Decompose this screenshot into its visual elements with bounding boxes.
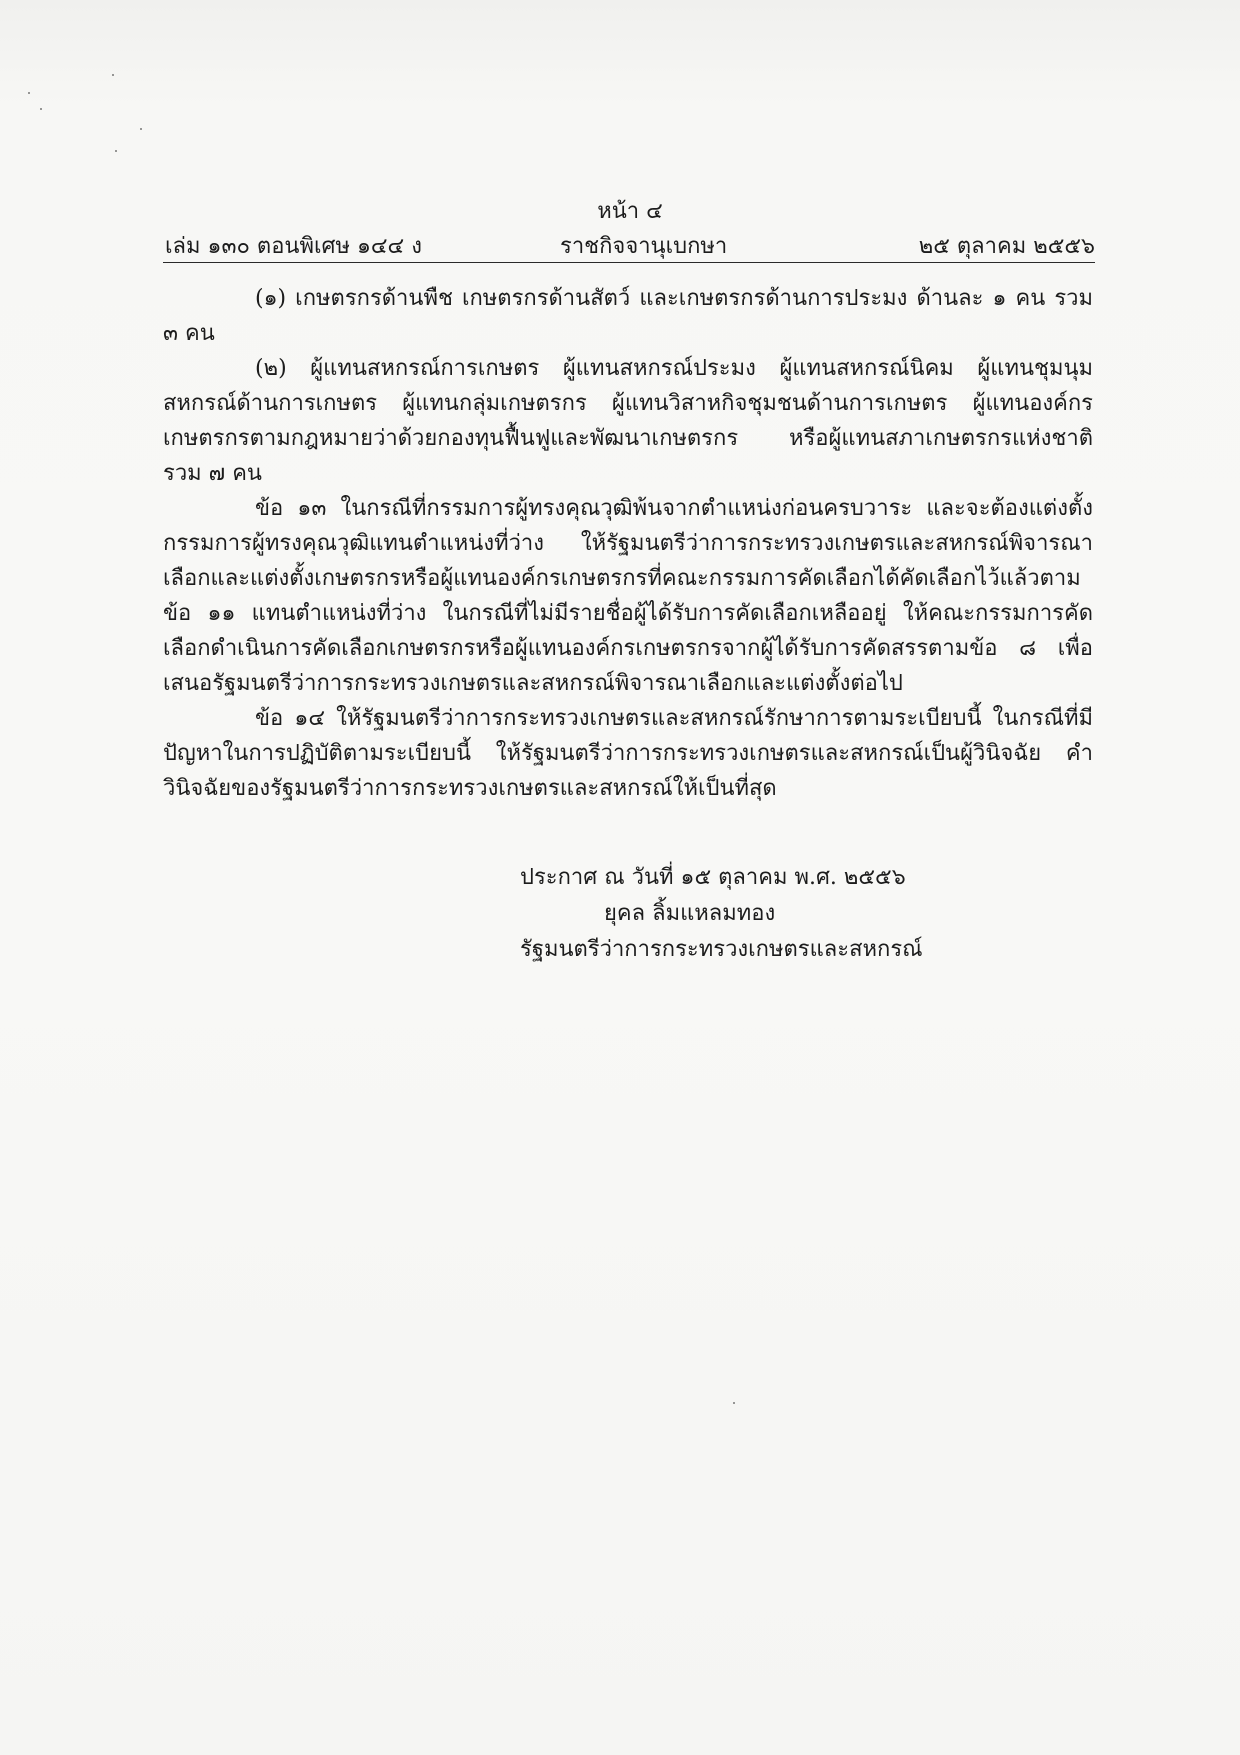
volume-issue: เล่ม ๑๓๐ ตอนพิเศษ ๑๔๔ ง <box>165 234 422 259</box>
header-divider <box>163 262 1095 263</box>
paragraph-clause-13: ข้อ ๑๓ ในกรณีที่กรรมการผู้ทรงคุณวุฒิพ้นจากตำแหน่งก่อนครบวาระ และจะต้องแต่งตั้งกรรมการผู้ทรงคุณวุฒิแทนตำแหน่งที่ว่าง ให้รัฐมนตรีว่าการกระทรวงเกษตรและสหกรณ์พิจารณาเลือกและแต่งตั้งเกษตรกรหรือผู้แทนองค์กรเกษตรกรที่คณะกรรมการคัดเลือกได้คัดเลือกไว้แล้วตามข้อ ๑๑ แทนตำแหน่งที่ว่าง ในกรณีที่ไม่มีรายชื่อผู้ได้รับการคัดเลือกเหลืออยู่ ให้คณะกรรมการคัดเลือกดำเนินการคัดเลือกเกษตรกรหรือผู้แทนองค์กรเกษตรกรจากผู้ได้รับการคัดสรรตามข้อ ๘ เพื่อเสนอรัฐมนตรีว่าการกระทรวงเกษตรและสหกรณ์พิจารณาเลือกและแต่งตั้งต่อไป <box>163 496 1093 696</box>
scan-speck <box>112 74 114 76</box>
gazette-header <box>165 228 1095 260</box>
publication-name: ราชกิจจานุเบกษา <box>560 234 728 259</box>
signatory-title: รัฐมนตรีว่าการกระทรวงเกษตรและสหกรณ์ <box>520 937 923 962</box>
scan-speck <box>28 92 30 94</box>
scan-speck <box>140 128 142 130</box>
scan-speck <box>40 108 42 110</box>
document-body <box>163 281 1093 806</box>
scan-speck <box>115 150 117 152</box>
paragraph-item-2: (๒) ผู้แทนสหกรณ์การเกษตร ผู้แทนสหกรณ์ประมง ผู้แทนสหกรณ์นิคม ผู้แทนชุมนุมสหกรณ์ด้านการเกษตร ผู้แทนกลุ่มเกษตรกร ผู้แทนวิสาหกิจชุมชนด้านการเกษตร ผู้แทนองค์กรเกษตรกรตามกฎหมายว่าด้วยกองทุนฟื้นฟูและพัฒนาเกษตรกร หรือผู้แทนสภาเกษตรกรแห่งชาติ รวม ๗ คน <box>163 356 1093 486</box>
page-number: หน้า ๔ <box>597 199 663 224</box>
signature-block <box>520 860 960 968</box>
scan-speck <box>733 1402 735 1404</box>
announcement-date: ประกาศ ณ วันที่ ๑๕ ตุลาคม พ.ศ. ๒๕๕๖ <box>520 865 906 890</box>
paragraph-item-1: (๑) เกษตรกรด้านพืช เกษตรกรด้านสัตว์ และเกษตรกรด้านการประมง ด้านละ ๑ คน รวม ๓ คน <box>163 286 1093 346</box>
publication-date: ๒๕ ตุลาคม ๒๕๕๖ <box>918 234 1095 259</box>
signatory-name: ยุคล ลิ้มแหลมทอง <box>604 901 776 926</box>
paragraph-clause-14: ข้อ ๑๔ ให้รัฐมนตรีว่าการกระทรวงเกษตรและสหกรณ์รักษาการตามระเบียบนี้ ในกรณีที่มีปัญหาในการปฏิบัติตามระเบียบนี้ ให้รัฐมนตรีว่าการกระทรวงเกษตรและสหกรณ์เป็นผู้วินิจฉัย คำวินิจฉัยของรัฐมนตรีว่าการกระทรวงเกษตรและสหกรณ์ให้เป็นที่สุด <box>163 706 1093 801</box>
